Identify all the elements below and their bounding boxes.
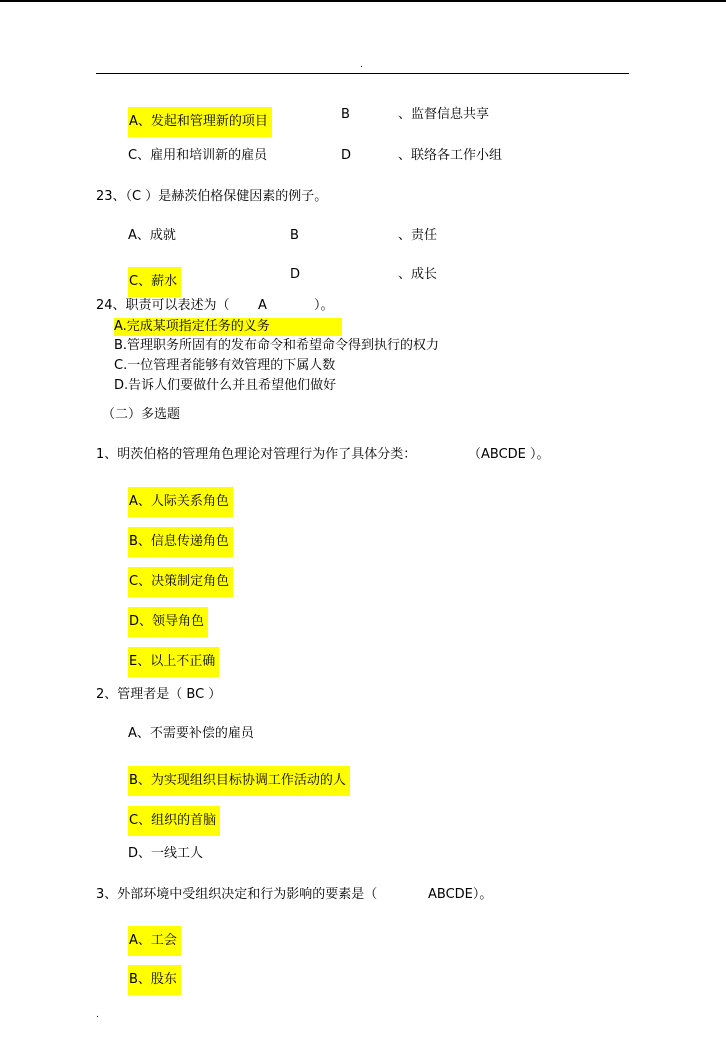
q24-answer: A (258, 298, 267, 313)
section-heading-multiple-choice: （二）多选题 (102, 407, 181, 422)
q24-option-a: A.完成某项指定任务的义务 (114, 318, 342, 336)
m1-option-e: E、以上不正确 (128, 647, 219, 677)
m1-option-b: B、信息传递角色 (128, 527, 233, 557)
header-mark: . (360, 60, 363, 70)
q24-question-prefix: 24、职责可以表述为（ (96, 298, 230, 313)
q23-option-c: C、薪水 (128, 267, 181, 297)
q22-option-b-letter: B (341, 107, 350, 122)
q24-option-b: B.管理职务所固有的发布命令和希望命令得到执行的权力 (114, 338, 440, 353)
q22-option-d-letter: D (341, 148, 352, 163)
m1-option-d: D、领导角色 (128, 607, 208, 637)
q24-option-d: D.告诉人们要做什么并且希望他们做好 (114, 378, 337, 393)
q24-option-c: C.一位管理者能够有效管理的下属人数 (114, 358, 336, 373)
m2-option-b: B、为实现组织目标协调工作活动的人 (128, 766, 350, 796)
m3-question: 3、外部环境中受组织决定和行为影响的要素是（ (96, 887, 378, 902)
m2-option-a: A、不需要补偿的雇员 (128, 726, 254, 741)
q24-question-suffix: ）。 (314, 298, 334, 313)
m3-option-b: B、股东 (128, 965, 181, 995)
m1-option-c: C、决策制定角色 (128, 567, 233, 597)
m1-option-a: A、人际关系角色 (128, 487, 233, 517)
footer-mark: . (96, 1010, 99, 1020)
q22-option-c: C、雇用和培训新的雇员 (128, 148, 268, 163)
q23-option-d-text: 、成长 (398, 267, 438, 282)
m1-answer: （ABCDE ）。 (468, 447, 550, 462)
q23-option-b-text: 、责任 (398, 228, 438, 243)
q23-question: 23、（C ）是赫茨伯格保健因素的例子。 (96, 189, 328, 204)
q22-option-b-text: 、监督信息共享 (398, 107, 490, 122)
q23-option-a: A、成就 (128, 228, 176, 243)
m2-option-c: C、组织的首脑 (128, 806, 220, 836)
m3-option-a: A、工会 (128, 926, 181, 956)
m2-question: 2、管理者是（ BC ） (96, 687, 222, 702)
m3-answer: ABCDE）。 (428, 887, 493, 902)
q22-option-d-text: 、联络各工作小组 (398, 148, 503, 163)
m2-option-d: D、一线工人 (128, 846, 204, 861)
q23-option-b-letter: B (290, 228, 299, 243)
q22-option-a: A、发起和管理新的项目 (128, 107, 272, 137)
q23-option-d-letter: D (290, 267, 301, 282)
m1-question: 1、明茨伯格的管理角色理论对管理行为作了具体分类： (96, 447, 417, 462)
page-top-border (0, 0, 726, 2)
header-rule (96, 73, 629, 74)
